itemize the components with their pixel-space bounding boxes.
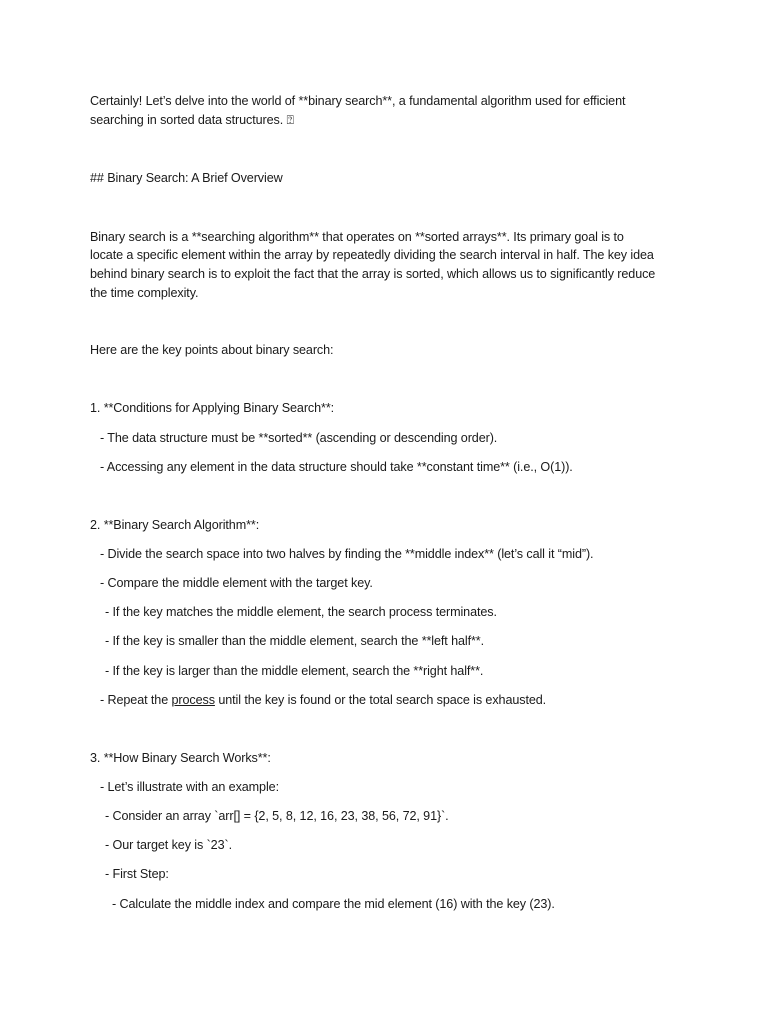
intro-line-2: searching in sorted data structures. ⍰ <box>90 113 294 127</box>
section-2-subitem: - If the key matches the middle element, the search process terminates. <box>105 605 497 619</box>
section-1-item: - The data structure must be **sorted** (ascending or descending order). <box>100 431 498 445</box>
section-2-subitem: - If the key is larger than the middle element, search the **right half**. <box>105 664 484 678</box>
section-3-subitem: - Consider an array `arr[] = {2, 5, 8, 12, 16, 23, 38, 56, 72, 91}`. <box>105 809 449 823</box>
overview-line-3: behind binary search is to exploit the fact that the array is sorted, which allows us to significantly reduce <box>90 267 656 281</box>
section-3-title: 3. **How Binary Search Works**: <box>90 751 271 765</box>
section-3-item: - Let’s illustrate with an example: <box>100 780 279 794</box>
section-2-title: 2. **Binary Search Algorithm**: <box>90 518 260 532</box>
section-2-repeat-line <box>100 691 546 710</box>
section-3-subsubitem: - Calculate the middle index and compare the mid element (16) with the key (23). <box>112 897 555 911</box>
intro-line-1: Certainly! Let’s delve into the world of **binary search**, a fundamental algorithm used for efficient <box>90 94 626 108</box>
overview-line-2: locate a specific element within the array by repeatedly dividing the search interval in half. The key idea <box>90 248 654 262</box>
section-2-item: - Divide the search space into two halves by finding the **middle index** (let’s call it “mid”). <box>100 547 594 561</box>
section-2-subitem: - If the key is smaller than the middle element, search the **left half**. <box>105 634 484 648</box>
key-points-intro: Here are the key points about binary search: <box>90 343 334 357</box>
section-3-subitem: - First Step: <box>105 867 169 881</box>
section-2-item: - Compare the middle element with the target key. <box>100 576 373 590</box>
repeat-suffix: until the key is found or the total search space is exhausted. <box>214 693 547 707</box>
section-1-title: 1. **Conditions for Applying Binary Search**: <box>90 401 335 415</box>
section-heading: ## Binary Search: A Brief Overview <box>90 171 283 185</box>
overview-line-4: the time complexity. <box>90 286 199 300</box>
overview-line-1: Binary search is a **searching algorithm** that operates on **sorted arrays**. Its primary goal is to <box>90 230 624 244</box>
repeat-prefix: - Repeat the <box>100 693 172 707</box>
section-3-subitem: - Our target key is `23`. <box>105 838 232 852</box>
section-1-item: - Accessing any element in the data structure should take **constant time** (i.e., O(1)). <box>100 460 573 474</box>
process-underlined-word: process <box>171 693 215 707</box>
